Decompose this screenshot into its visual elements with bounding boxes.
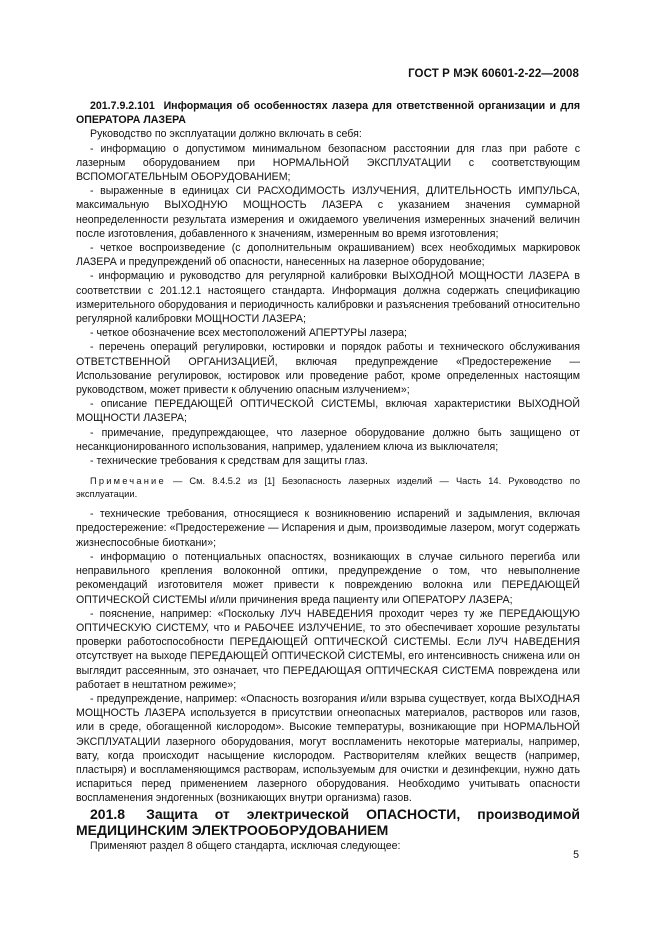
subsection-title: Информация об особенностях лазера для ответственной организации и для ОПЕРАТОРА ЛАЗЕРА (76, 100, 580, 127)
paragraph: - описание ПЕРЕДАЮЩЕЙ ОПТИЧЕСКОЙ СИСТЕМЫ, включая характеристики ВЫХОДНОЙ МОЩНОСТИ ЛАЗЕРА; (76, 398, 580, 425)
paragraph: - информацию о потенциальных опасностях, возникающих в случае сильного перегиба или неправильного крепления волоконной оптики, предупреждение о том, что невыполнение рекомендаций изготовителя может привести к повреждению волокна или ПЕРЕДАЮЩЕЙ ОПТИЧЕСКОЙ СИСТЕМЫ и/или причинения вреда пациенту или ОПЕРАТОРУ ЛАЗЕРА; (76, 550, 580, 606)
paragraph: - пояснение, например: «Поскольку ЛУЧ НАВЕДЕНИЯ проходит через ту же ПЕРЕДАЮЩУЮ ОПТИЧЕСКУЮ СИСТЕМУ, что и РАБОЧЕЕ ИЗЛУЧЕНИЕ, то это обеспечивает хорошие результаты проверки работоспособности ПЕРЕДАЮЩЕЙ ОПТИЧЕСКОЙ СИСТЕМЫ. Если ЛУЧ НАВЕДЕНИЯ отсутствует на выходе ПЕРЕДАЮЩЕЙ ОПТИЧЕСКОЙ СИСТЕМЫ, его интенсивность снижена или он выглядит рассеянным, это означает, что ПЕРЕДАЮЩАЯ ОПТИЧЕСКАЯ СИСТЕМА повреждена или работает в нештатном режиме»; (76, 607, 580, 691)
note (76, 475, 580, 500)
section-title: Защита от электрической ОПАСНОСТИ, производимой МЕДИЦИНСКИМ ЭЛЕКТРООБОРУДОВАНИЕМ (76, 805, 580, 839)
document-body (76, 99, 580, 853)
note-text: — См. 8.4.5.2 из [1] Безопасность лазерных изделий — Часть 14. Руководство по эксплуатации. (76, 476, 580, 499)
paragraph: - четкое обозначение всех местоположений АПЕРТУРЫ лазера; (90, 327, 407, 340)
paragraph: - информацию о допустимом минимальном безопасном расстоянии для глаз при работе с лазерным оборудованием при НОРМАЛЬНОЙ ЭКСПЛУАТАЦИИ с соответствующим ВСПОМОГАТЕЛЬНЫМ ОБОРУДОВАНИЕМ; (76, 142, 580, 184)
subsection-heading (76, 99, 580, 127)
paragraph: - выраженные в единицах СИ РАСХОДИМОСТЬ ИЗЛУЧЕНИЯ, ДЛИТЕЛЬНОСТЬ ИМПУЛЬСА, максимальную ВЫХОДНУЮ МОЩНОСТЬ ЛАЗЕРА с указанием значения суммарной неопределенности результата измерения и ожидаемого увеличения измеренных значений величин после изготовления, добавленного к значениям, измеренным во время изготовления; (76, 185, 580, 240)
paragraph: - технические требования к средствам для защиты глаз. (90, 455, 368, 468)
paragraph: - перечень операций регулировки, юстировки и порядок работы и технического обслуживания ОТВЕТСТВЕННОЙ ОРГАНИЗАЦИЕЙ, включая предупреждение «Предостережение — Использование регулировок, юстировок или проведение работ, кроме определенных настоящим руководством, может привести к облучению опасным излучением»; (76, 341, 580, 397)
paragraph: Руководство по эксплуатации должно включать в себя: (90, 128, 362, 141)
section-heading (76, 806, 580, 839)
note-label: Примечание (90, 476, 166, 487)
paragraph: - технические требования, относящиеся к возникновению испарений и задымления, включая предостережение: «Предостережение — Испарения и дым, производимые лазером, могут содержать жизнеспособные биоткани»; (76, 508, 580, 549)
paragraph: - предупреждение, например: «Опасность возгорания и/или взрыва существует, когда ВЫХОДНАЯ МОЩНОСТЬ ЛАЗЕРА используется в присутствии огнеопасных материалов, растворов или газов, или в среде, обогащенной кислородом». Высокие температуры, возникающие при НОРМАЛЬНОЙ ЭКСПЛУАТАЦИИ лазерного оборудования, могут воспламенить некоторые материалы, например, вату, когда происходит насыщение кислородом. Растворителям клейких веществ (например, пластыря) и воспламеняющимся растворам, используемым для очистки и дезинфекции, нужно дать испариться перед применением лазерного оборудования. Необходимо учитывать опасности воспламенения эндогенных (возникающих внутри организма) газов. (76, 692, 580, 805)
section-number: 201.8 (90, 805, 126, 822)
subsection-number: 201.7.9.2.101 (90, 100, 155, 112)
paragraph: - примечание, предупреждающее, что лазерное оборудование должно быть защищено от несанкционированного использования, например, удалением ключа из выключателя; (76, 426, 580, 453)
page-number: 5 (573, 849, 579, 861)
paragraph: - информацию и руководство для регулярной калибровки ВЫХОДНОЙ МОЩНОСТИ ЛАЗЕРА в соответствии с 201.12.1 настоящего стандарта. Информация должна содержать спецификацию измерительного оборудования и периодичность калибровки и разъяснения требований относительно регулярной калибровки МОЩНОСТИ ЛАЗЕРА; (76, 270, 580, 326)
section-intro: Применяют раздел 8 общего стандарта, исключая следующее: (90, 839, 401, 852)
standard-header: ГОСТ Р МЭК 60601-2-22—2008 (408, 68, 579, 80)
paragraph: - четкое воспроизведение (с дополнительным окрашиванием) всех необходимых маркировок ЛАЗЕРА и предупреждений об опасности, нанесенных на лазерное оборудование; (76, 242, 580, 269)
